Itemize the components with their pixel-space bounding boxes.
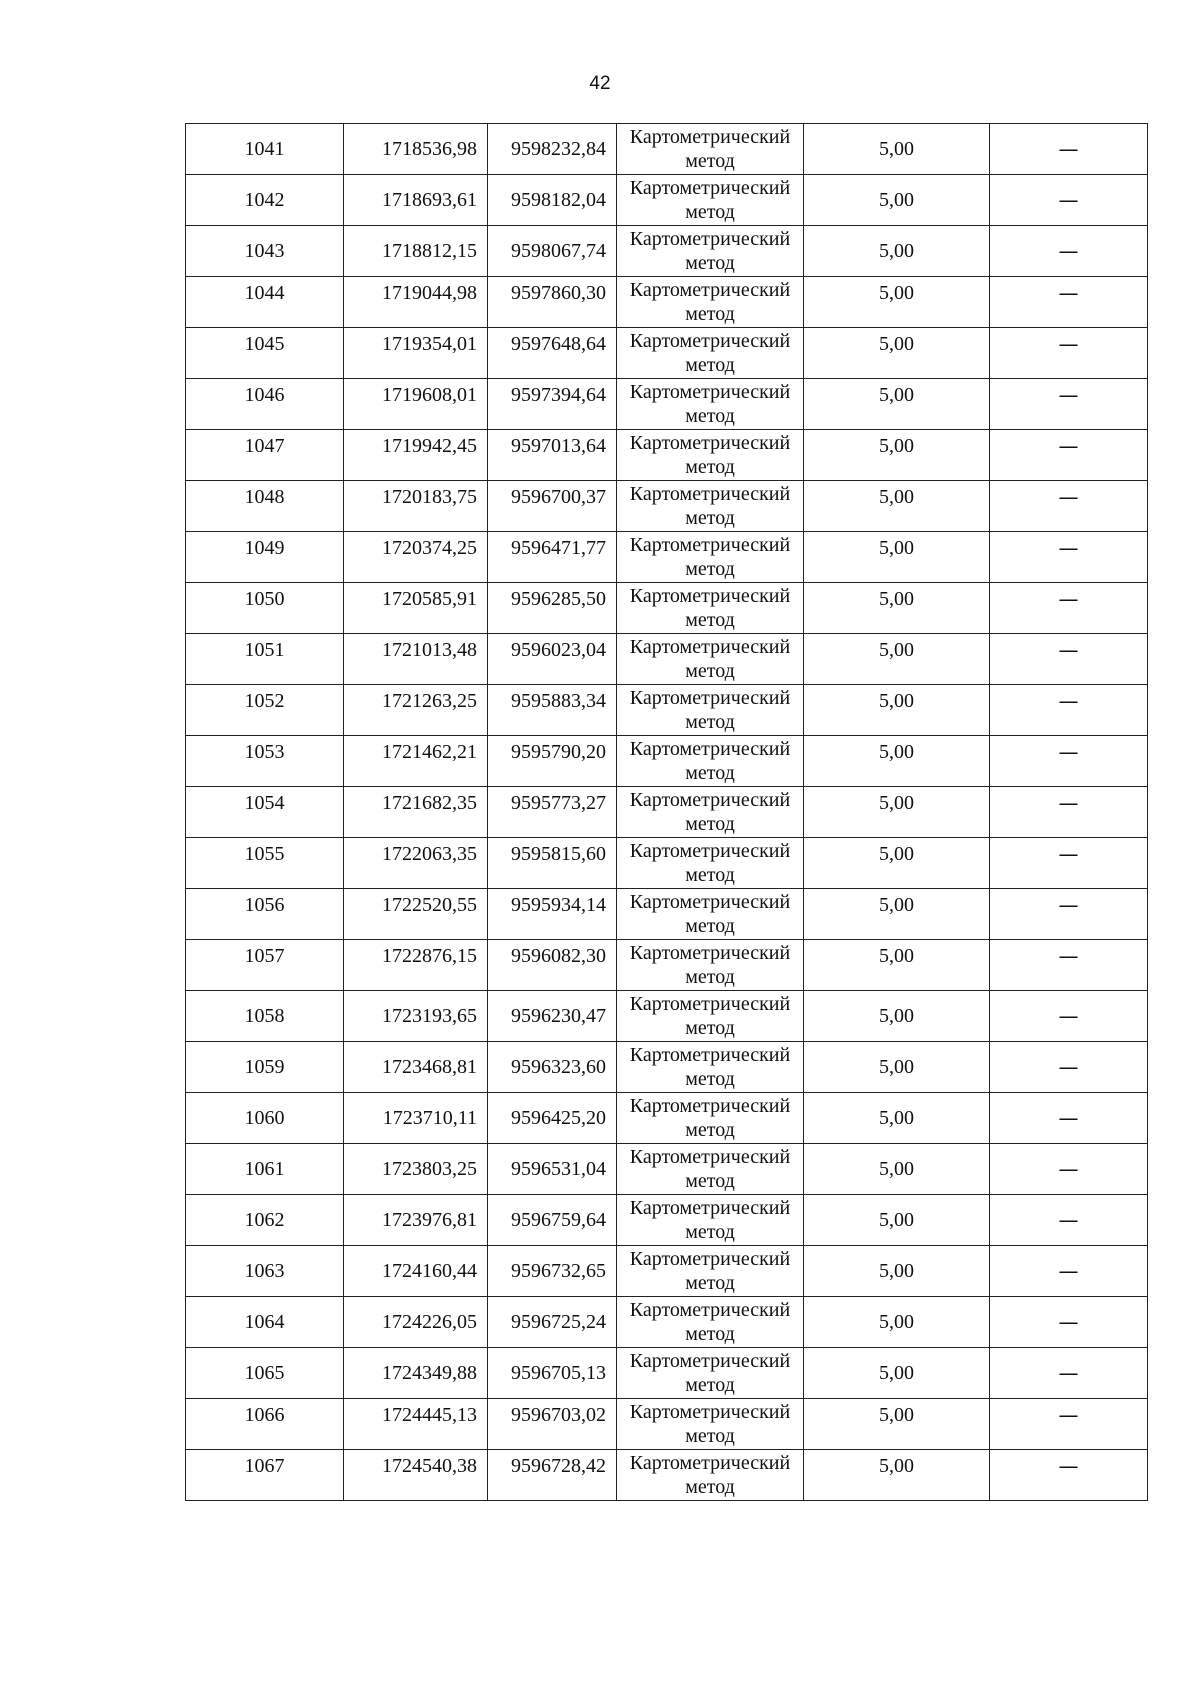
method-line-2: метод (685, 864, 735, 886)
method-cell (617, 532, 804, 583)
table-row (186, 430, 1148, 481)
method-line-2: метод (685, 762, 735, 784)
y-coordinate-cell: 9596425,20 (488, 1093, 617, 1144)
y-coordinate-cell: 9596732,65 (488, 1246, 617, 1297)
method-line-1: Картометрический (629, 177, 791, 199)
method-cell (617, 481, 804, 532)
table-row (186, 481, 1148, 532)
method-line-1: Картометрический (629, 1095, 791, 1117)
precision-cell: 5,00 (804, 634, 990, 685)
description-cell: — (990, 1297, 1148, 1348)
description-cell: — (990, 124, 1148, 175)
table-row (186, 1297, 1148, 1348)
table-row (186, 277, 1148, 328)
y-coordinate-cell: 9597860,30 (488, 277, 617, 328)
x-coordinate-cell: 1721682,35 (344, 787, 488, 838)
description-cell: — (990, 1348, 1148, 1399)
method-line-2: метод (685, 1017, 735, 1039)
y-coordinate-cell: 9597648,64 (488, 328, 617, 379)
y-coordinate-cell: 9596700,37 (488, 481, 617, 532)
method-cell (617, 1195, 804, 1246)
description-cell: — (990, 838, 1148, 889)
y-coordinate-cell: 9598182,04 (488, 175, 617, 226)
table-row (186, 1246, 1148, 1297)
x-coordinate-cell: 1723803,25 (344, 1144, 488, 1195)
y-coordinate-cell: 9596705,13 (488, 1348, 617, 1399)
method-line-2: метод (685, 966, 735, 988)
coordinates-table-body (186, 124, 1148, 1501)
y-coordinate-cell: 9596471,77 (488, 532, 617, 583)
point-number-cell: 1067 (186, 1450, 344, 1501)
method-line-1: Картометрический (629, 1299, 791, 1321)
method-cell (617, 889, 804, 940)
table-row (186, 124, 1148, 175)
x-coordinate-cell: 1718812,15 (344, 226, 488, 277)
table-row (186, 1144, 1148, 1195)
x-coordinate-cell: 1719608,01 (344, 379, 488, 430)
precision-cell: 5,00 (804, 940, 990, 991)
method-cell (617, 226, 804, 277)
x-coordinate-cell: 1718536,98 (344, 124, 488, 175)
method-line-1: Картометрический (629, 126, 791, 148)
x-coordinate-cell: 1721462,21 (344, 736, 488, 787)
description-cell: — (990, 379, 1148, 430)
method-line-1: Картометрический (629, 381, 791, 403)
method-line-2: метод (685, 609, 735, 631)
method-line-2: метод (685, 660, 735, 682)
point-number-cell: 1066 (186, 1399, 344, 1450)
table-row (186, 379, 1148, 430)
method-line-1: Картометрический (629, 432, 791, 454)
method-line-1: Картометрический (629, 636, 791, 658)
precision-cell: 5,00 (804, 1399, 990, 1450)
method-line-1: Картометрический (629, 1401, 791, 1423)
method-line-2: метод (685, 558, 735, 580)
method-cell (617, 379, 804, 430)
method-line-2: метод (685, 1425, 735, 1447)
method-line-1: Картометрический (629, 942, 791, 964)
precision-cell: 5,00 (804, 1246, 990, 1297)
point-number-cell: 1050 (186, 583, 344, 634)
method-cell (617, 1246, 804, 1297)
method-cell (617, 124, 804, 175)
y-coordinate-cell: 9596285,50 (488, 583, 617, 634)
y-coordinate-cell: 9595883,34 (488, 685, 617, 736)
precision-cell: 5,00 (804, 1195, 990, 1246)
method-cell (617, 175, 804, 226)
y-coordinate-cell: 9596023,04 (488, 634, 617, 685)
precision-cell: 5,00 (804, 1042, 990, 1093)
point-number-cell: 1044 (186, 277, 344, 328)
table-row (186, 889, 1148, 940)
point-number-cell: 1063 (186, 1246, 344, 1297)
precision-cell: 5,00 (804, 379, 990, 430)
method-line-2: метод (685, 1170, 735, 1192)
table-row (186, 1399, 1148, 1450)
table-row (186, 634, 1148, 685)
description-cell: — (990, 1450, 1148, 1501)
y-coordinate-cell: 9597394,64 (488, 379, 617, 430)
method-line-2: метод (685, 354, 735, 376)
y-coordinate-cell: 9598067,74 (488, 226, 617, 277)
method-line-1: Картометрический (629, 1248, 791, 1270)
method-line-2: метод (685, 507, 735, 529)
method-line-2: метод (685, 1221, 735, 1243)
table-row (186, 838, 1148, 889)
precision-cell: 5,00 (804, 736, 990, 787)
table-row (186, 226, 1148, 277)
method-line-2: метод (685, 1272, 735, 1294)
method-line-2: метод (685, 405, 735, 427)
table-row (186, 991, 1148, 1042)
method-line-1: Картометрический (629, 1452, 791, 1474)
description-cell: — (990, 685, 1148, 736)
method-line-1: Картометрический (629, 585, 791, 607)
method-line-1: Картометрический (629, 534, 791, 556)
method-line-2: метод (685, 1323, 735, 1345)
method-line-2: метод (685, 303, 735, 325)
method-cell (617, 736, 804, 787)
method-cell (617, 838, 804, 889)
method-line-2: метод (685, 915, 735, 937)
x-coordinate-cell: 1723468,81 (344, 1042, 488, 1093)
table-row (186, 1042, 1148, 1093)
point-number-cell: 1051 (186, 634, 344, 685)
point-number-cell: 1065 (186, 1348, 344, 1399)
y-coordinate-cell: 9596703,02 (488, 1399, 617, 1450)
point-number-cell: 1064 (186, 1297, 344, 1348)
y-coordinate-cell: 9595773,27 (488, 787, 617, 838)
y-coordinate-cell: 9595815,60 (488, 838, 617, 889)
description-cell: — (990, 1195, 1148, 1246)
precision-cell: 5,00 (804, 1348, 990, 1399)
method-line-2: метод (685, 150, 735, 172)
precision-cell: 5,00 (804, 277, 990, 328)
table-row (186, 1195, 1148, 1246)
point-number-cell: 1046 (186, 379, 344, 430)
point-number-cell: 1049 (186, 532, 344, 583)
method-line-1: Картометрический (629, 1044, 791, 1066)
description-cell: — (990, 175, 1148, 226)
point-number-cell: 1041 (186, 124, 344, 175)
method-line-1: Картометрический (629, 687, 791, 709)
description-cell: — (990, 430, 1148, 481)
method-line-1: Картометрический (629, 993, 791, 1015)
x-coordinate-cell: 1724160,44 (344, 1246, 488, 1297)
x-coordinate-cell: 1720374,25 (344, 532, 488, 583)
x-coordinate-cell: 1723710,11 (344, 1093, 488, 1144)
point-number-cell: 1057 (186, 940, 344, 991)
precision-cell: 5,00 (804, 583, 990, 634)
y-coordinate-cell: 9596725,24 (488, 1297, 617, 1348)
x-coordinate-cell: 1724226,05 (344, 1297, 488, 1348)
table-row (186, 787, 1148, 838)
y-coordinate-cell: 9596759,64 (488, 1195, 617, 1246)
precision-cell: 5,00 (804, 175, 990, 226)
point-number-cell: 1059 (186, 1042, 344, 1093)
y-coordinate-cell: 9596728,42 (488, 1450, 617, 1501)
precision-cell: 5,00 (804, 430, 990, 481)
method-line-2: метод (685, 456, 735, 478)
method-cell (617, 1093, 804, 1144)
precision-cell: 5,00 (804, 226, 990, 277)
description-cell: — (990, 532, 1148, 583)
method-cell (617, 583, 804, 634)
method-cell (617, 1348, 804, 1399)
x-coordinate-cell: 1721263,25 (344, 685, 488, 736)
method-line-2: метод (685, 201, 735, 223)
x-coordinate-cell: 1724540,38 (344, 1450, 488, 1501)
x-coordinate-cell: 1718693,61 (344, 175, 488, 226)
method-line-2: метод (685, 1476, 735, 1498)
method-line-1: Картометрический (629, 789, 791, 811)
method-line-2: метод (685, 252, 735, 274)
method-cell (617, 634, 804, 685)
point-number-cell: 1055 (186, 838, 344, 889)
point-number-cell: 1058 (186, 991, 344, 1042)
table-row (186, 583, 1148, 634)
point-number-cell: 1047 (186, 430, 344, 481)
table-row (186, 940, 1148, 991)
description-cell: — (990, 583, 1148, 634)
x-coordinate-cell: 1724445,13 (344, 1399, 488, 1450)
method-line-1: Картометрический (629, 1146, 791, 1168)
x-coordinate-cell: 1720585,91 (344, 583, 488, 634)
method-line-1: Картометрический (629, 483, 791, 505)
point-number-cell: 1053 (186, 736, 344, 787)
precision-cell: 5,00 (804, 838, 990, 889)
method-cell (617, 430, 804, 481)
method-line-2: метод (685, 813, 735, 835)
point-number-cell: 1045 (186, 328, 344, 379)
table-row (186, 1450, 1148, 1501)
table-row (186, 175, 1148, 226)
y-coordinate-cell: 9598232,84 (488, 124, 617, 175)
precision-cell: 5,00 (804, 124, 990, 175)
precision-cell: 5,00 (804, 481, 990, 532)
table-row (186, 1093, 1148, 1144)
precision-cell: 5,00 (804, 991, 990, 1042)
description-cell: — (990, 277, 1148, 328)
x-coordinate-cell: 1722876,15 (344, 940, 488, 991)
coordinates-table (185, 123, 1148, 1501)
table-row (186, 328, 1148, 379)
point-number-cell: 1062 (186, 1195, 344, 1246)
point-number-cell: 1061 (186, 1144, 344, 1195)
y-coordinate-cell: 9597013,64 (488, 430, 617, 481)
description-cell: — (990, 226, 1148, 277)
precision-cell: 5,00 (804, 1450, 990, 1501)
description-cell: — (990, 991, 1148, 1042)
page-number: 42 (589, 73, 611, 94)
method-cell (617, 1042, 804, 1093)
x-coordinate-cell: 1720183,75 (344, 481, 488, 532)
method-cell (617, 1450, 804, 1501)
y-coordinate-cell: 9595934,14 (488, 889, 617, 940)
method-line-2: метод (685, 1374, 735, 1396)
description-cell: — (990, 1246, 1148, 1297)
method-cell (617, 1144, 804, 1195)
y-coordinate-cell: 9596323,60 (488, 1042, 617, 1093)
precision-cell: 5,00 (804, 685, 990, 736)
method-cell (617, 277, 804, 328)
y-coordinate-cell: 9596230,47 (488, 991, 617, 1042)
precision-cell: 5,00 (804, 1297, 990, 1348)
description-cell: — (990, 328, 1148, 379)
x-coordinate-cell: 1723976,81 (344, 1195, 488, 1246)
x-coordinate-cell: 1719354,01 (344, 328, 488, 379)
x-coordinate-cell: 1719942,45 (344, 430, 488, 481)
method-cell (617, 685, 804, 736)
method-line-1: Картометрический (629, 1350, 791, 1372)
precision-cell: 5,00 (804, 1093, 990, 1144)
method-line-2: метод (685, 1068, 735, 1090)
method-line-2: метод (685, 1119, 735, 1141)
precision-cell: 5,00 (804, 889, 990, 940)
description-cell: — (990, 1093, 1148, 1144)
x-coordinate-cell: 1721013,48 (344, 634, 488, 685)
x-coordinate-cell: 1723193,65 (344, 991, 488, 1042)
method-cell (617, 328, 804, 379)
description-cell: — (990, 481, 1148, 532)
description-cell: — (990, 1399, 1148, 1450)
table-row (186, 1348, 1148, 1399)
x-coordinate-cell: 1722520,55 (344, 889, 488, 940)
method-cell (617, 1297, 804, 1348)
method-line-1: Картометрический (629, 279, 791, 301)
table-row (186, 532, 1148, 583)
method-cell (617, 940, 804, 991)
method-line-1: Картометрический (629, 1197, 791, 1219)
precision-cell: 5,00 (804, 787, 990, 838)
y-coordinate-cell: 9596531,04 (488, 1144, 617, 1195)
y-coordinate-cell: 9596082,30 (488, 940, 617, 991)
method-cell (617, 787, 804, 838)
table-row (186, 736, 1148, 787)
description-cell: — (990, 940, 1148, 991)
method-line-1: Картометрический (629, 840, 791, 862)
point-number-cell: 1043 (186, 226, 344, 277)
point-number-cell: 1056 (186, 889, 344, 940)
point-number-cell: 1054 (186, 787, 344, 838)
x-coordinate-cell: 1719044,98 (344, 277, 488, 328)
description-cell: — (990, 1144, 1148, 1195)
description-cell: — (990, 736, 1148, 787)
point-number-cell: 1048 (186, 481, 344, 532)
method-line-1: Картометрический (629, 738, 791, 760)
x-coordinate-cell: 1724349,88 (344, 1348, 488, 1399)
description-cell: — (990, 787, 1148, 838)
precision-cell: 5,00 (804, 532, 990, 583)
description-cell: — (990, 889, 1148, 940)
precision-cell: 5,00 (804, 328, 990, 379)
point-number-cell: 1060 (186, 1093, 344, 1144)
method-cell (617, 1399, 804, 1450)
method-line-2: метод (685, 711, 735, 733)
precision-cell: 5,00 (804, 1144, 990, 1195)
method-cell (617, 991, 804, 1042)
method-line-1: Картометрический (629, 891, 791, 913)
description-cell: — (990, 634, 1148, 685)
y-coordinate-cell: 9595790,20 (488, 736, 617, 787)
description-cell: — (990, 1042, 1148, 1093)
point-number-cell: 1042 (186, 175, 344, 226)
x-coordinate-cell: 1722063,35 (344, 838, 488, 889)
table-row (186, 685, 1148, 736)
method-line-1: Картометрический (629, 330, 791, 352)
method-line-1: Картометрический (629, 228, 791, 250)
point-number-cell: 1052 (186, 685, 344, 736)
